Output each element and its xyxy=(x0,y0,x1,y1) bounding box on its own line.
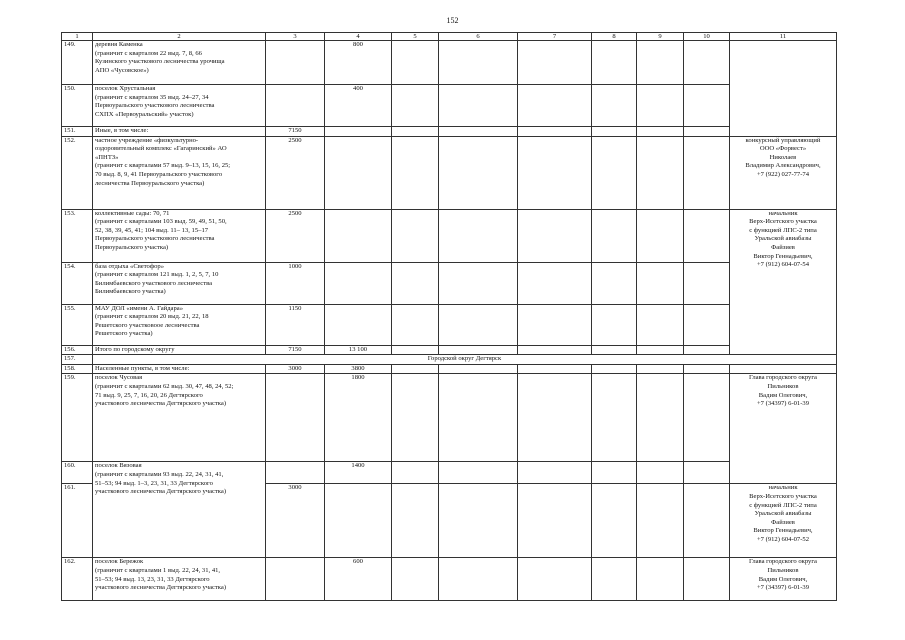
empty-cell xyxy=(439,374,518,462)
cell-col4 xyxy=(325,262,392,304)
row-number: 156. xyxy=(62,345,93,355)
empty-cell xyxy=(518,374,592,462)
cell-col4 xyxy=(325,484,392,558)
empty-cell xyxy=(392,364,439,374)
empty-cell xyxy=(592,136,637,209)
empty-cell xyxy=(439,41,518,85)
column-header: 9 xyxy=(637,33,684,41)
cell-col3: 7150 xyxy=(266,127,325,137)
cell-col3: 2500 xyxy=(266,136,325,209)
empty-cell xyxy=(392,484,439,558)
row-number: 152. xyxy=(62,136,93,209)
empty-cell xyxy=(592,558,637,601)
row-name: поселок Чусовая (граничит с кварталами 62 выд. 30, 47, 48, 24, 52; 71 выд. 9, 25, 7, 16, 20, 26 Дегтярского участкового лесничества Дегтярского участка) xyxy=(93,374,266,462)
cell-col3: 3000 xyxy=(266,484,325,558)
row-name: коллективные сады: 70, 71 (граничит с кварталами 103 выд. 59, 49, 51, 50, 52, 38, 39, 45, 41; 104 выд. 11– 13, 15–17 Первоуральского участкового лесничества Первоуральского участка) xyxy=(93,209,266,262)
empty-cell xyxy=(439,484,518,558)
empty-cell xyxy=(439,364,518,374)
empty-cell xyxy=(637,304,684,345)
row-name: Итого по городскому округу xyxy=(93,345,266,355)
contact-cell: начальник Верх-Исетского участка с функцией ЛПС-2 типа Уральской авиабазы Файзиев Виктор Геннадьевич, +7 (912) 604-07-54 xyxy=(730,209,837,355)
empty-cell xyxy=(684,558,730,601)
row-name: поселок Вязовая (граничит с кварталами 93 выд. 22, 24, 31, 41, 51–53; 94 выд. 1–3, 23, 31, 33 Дегтярского участкового лесничества Дегтярского участка) xyxy=(93,462,266,558)
empty-cell xyxy=(392,304,439,345)
cell-col4: 600 xyxy=(325,558,392,601)
empty-cell xyxy=(592,484,637,558)
empty-cell xyxy=(518,462,592,484)
empty-cell xyxy=(518,262,592,304)
empty-cell xyxy=(392,462,439,484)
empty-cell xyxy=(592,262,637,304)
empty-cell xyxy=(392,41,439,85)
empty-cell xyxy=(592,85,637,127)
empty-cell xyxy=(439,85,518,127)
empty-cell xyxy=(730,41,837,137)
empty-cell xyxy=(684,374,730,462)
empty-cell xyxy=(684,85,730,127)
table-row xyxy=(62,304,837,345)
contact-cell: Глава городского округа Пильников Вадим Олегович, +7 (34397) 6-01-39 xyxy=(730,374,837,484)
cell-col4: 400 xyxy=(325,85,392,127)
empty-cell xyxy=(637,558,684,601)
column-header: 8 xyxy=(592,33,637,41)
empty-cell xyxy=(518,41,592,85)
cell-col4: 800 xyxy=(325,41,392,85)
column-header: 11 xyxy=(730,33,837,41)
empty-cell xyxy=(684,41,730,85)
row-number: 150. xyxy=(62,85,93,127)
column-header: 7 xyxy=(518,33,592,41)
table-row xyxy=(62,136,837,209)
row-name: поселок Бережок (граничит с кварталами 1 выд. 22, 24, 31, 41, 51–53; 94 выд. 13, 23, 31, 33 Дегтярского участкового лесничества Дегтярского участка) xyxy=(93,558,266,601)
empty-cell xyxy=(518,127,592,137)
empty-cell xyxy=(518,558,592,601)
empty-cell xyxy=(637,484,684,558)
row-number: 159. xyxy=(62,374,93,462)
cell-col3: 1000 xyxy=(266,262,325,304)
cell-col4 xyxy=(325,209,392,262)
empty-cell xyxy=(637,85,684,127)
empty-cell xyxy=(684,304,730,345)
empty-cell xyxy=(592,304,637,345)
empty-cell xyxy=(637,462,684,484)
cell-col3 xyxy=(266,462,325,484)
empty-cell xyxy=(592,127,637,137)
contact-cell: конкурсный управляющий ООО «Форвест» Николаев Владимир Александрович, +7 (922) 027-77-74 xyxy=(730,136,837,209)
cell-col3 xyxy=(266,374,325,462)
cell-col3 xyxy=(266,85,325,127)
empty-cell xyxy=(439,209,518,262)
table-row xyxy=(62,374,837,462)
table-row xyxy=(62,85,837,127)
empty-cell xyxy=(392,127,439,137)
column-header: 6 xyxy=(439,33,518,41)
empty-cell xyxy=(637,209,684,262)
cell-col4: 13 100 xyxy=(325,345,392,355)
row-number: 157. xyxy=(62,355,93,365)
empty-cell xyxy=(439,304,518,345)
row-number: 158. xyxy=(62,364,93,374)
cell-col3: 1150 xyxy=(266,304,325,345)
empty-cell xyxy=(684,127,730,137)
empty-cell xyxy=(684,209,730,262)
column-header: 10 xyxy=(684,33,730,41)
empty-cell xyxy=(518,85,592,127)
row-name: деревня Каменка (граничит с кварталом 22 выд. 7, 8, 66 Кузинского участкового лесничества урочища АПО «Чусовское») xyxy=(93,41,266,85)
empty-cell xyxy=(637,41,684,85)
cell-col3: 7150 xyxy=(266,345,325,355)
empty-cell xyxy=(730,364,837,374)
empty-cell xyxy=(518,136,592,209)
cell-col3: 3000 xyxy=(266,364,325,374)
empty-cell xyxy=(592,462,637,484)
table-row xyxy=(62,462,837,484)
row-name: МАУ ДОЛ «имени А. Гайдара» (граничит с кварталом 20 выд. 21, 22, 18 Решетского участковоое лесничества Решетского участка) xyxy=(93,304,266,345)
empty-cell xyxy=(392,136,439,209)
empty-cell xyxy=(439,558,518,601)
empty-cell xyxy=(439,462,518,484)
empty-cell xyxy=(592,345,637,355)
empty-cell xyxy=(439,345,518,355)
cell-col4 xyxy=(325,304,392,345)
row-number: 160. xyxy=(62,462,93,484)
row-number: 149. xyxy=(62,41,93,85)
row-number: 151. xyxy=(62,127,93,137)
empty-cell xyxy=(637,127,684,137)
section-row xyxy=(62,355,837,365)
column-header: 2 xyxy=(93,33,266,41)
data-table xyxy=(61,32,837,601)
empty-cell xyxy=(518,304,592,345)
row-number: 153. xyxy=(62,209,93,262)
cell-col3: 2500 xyxy=(266,209,325,262)
empty-cell xyxy=(684,136,730,209)
row-name: поселок Хрустальная (граничит с кварталом 35 выд. 24–27, 34 Первоуральского участкового лесничества СХПХ «Первоуральский» участок) xyxy=(93,85,266,127)
row-number: 155. xyxy=(62,304,93,345)
empty-cell xyxy=(684,262,730,304)
empty-cell xyxy=(637,262,684,304)
column-header: 3 xyxy=(266,33,325,41)
empty-cell xyxy=(392,209,439,262)
column-header: 5 xyxy=(392,33,439,41)
table-row xyxy=(62,364,837,374)
row-number: 162. xyxy=(62,558,93,601)
contact-cell: начальник Верх-Исетского участка с функцией ЛПС-2 типа Уральской авиабазы Файзиев Виктор Геннадьевич, +7 (912) 604-07-52 xyxy=(730,484,837,558)
section-title: Городской округ Дегтярск xyxy=(93,355,837,365)
empty-cell xyxy=(439,136,518,209)
empty-cell xyxy=(684,462,730,484)
empty-cell xyxy=(392,374,439,462)
empty-cell xyxy=(592,364,637,374)
table-row xyxy=(62,41,837,85)
empty-cell xyxy=(392,85,439,127)
row-name: Иные, в том числе: xyxy=(93,127,266,137)
column-header: 4 xyxy=(325,33,392,41)
row-name: Населенные пункты, в том числе: xyxy=(93,364,266,374)
empty-cell xyxy=(392,345,439,355)
empty-cell xyxy=(439,262,518,304)
empty-cell xyxy=(684,484,730,558)
empty-cell xyxy=(637,374,684,462)
row-number: 154. xyxy=(62,262,93,304)
empty-cell xyxy=(518,364,592,374)
row-name: база отдыха «Светофор» (граничит с кварталом 121 выд. 1, 2, 5, 7, 10 Билимбаевского участкового лесничества Билимбаевского участка) xyxy=(93,262,266,304)
cell-col4: 1400 xyxy=(325,462,392,484)
empty-cell xyxy=(392,558,439,601)
cell-col4: 1800 xyxy=(325,374,392,462)
table-row xyxy=(62,558,837,601)
cell-col4: 3800 xyxy=(325,364,392,374)
cell-col4 xyxy=(325,136,392,209)
row-number: 161. xyxy=(62,484,93,558)
empty-cell xyxy=(518,484,592,558)
column-header: 1 xyxy=(62,33,93,41)
empty-cell xyxy=(592,374,637,462)
cell-col4 xyxy=(325,127,392,137)
empty-cell xyxy=(518,345,592,355)
cell-col3 xyxy=(266,41,325,85)
empty-cell xyxy=(439,127,518,137)
table-row xyxy=(62,127,837,137)
row-name: частное учреждение «физкультурно- оздоровительный комплекс «Гагаринский» АО «ПНТЗ» (граничит с кварталами 57 выд. 9–13, 15, 16, 25; 70 выд. 8, 9, 41 Первоуральского участкового лесничества Первоуральского участка) xyxy=(93,136,266,209)
empty-cell xyxy=(518,209,592,262)
table-row xyxy=(62,209,837,262)
empty-cell xyxy=(637,364,684,374)
table-row xyxy=(62,345,837,355)
cell-col3 xyxy=(266,558,325,601)
empty-cell xyxy=(637,345,684,355)
empty-cell xyxy=(392,262,439,304)
empty-cell xyxy=(592,209,637,262)
contact-cell: Глава городского округа Пильников Вадим Олегович, +7 (34397) 6-01-39 xyxy=(730,558,837,601)
empty-cell xyxy=(637,136,684,209)
page-number: 152 xyxy=(446,16,459,25)
empty-cell xyxy=(684,345,730,355)
table-row xyxy=(62,262,837,304)
header-row xyxy=(62,33,837,41)
empty-cell xyxy=(592,41,637,85)
empty-cell xyxy=(684,364,730,374)
